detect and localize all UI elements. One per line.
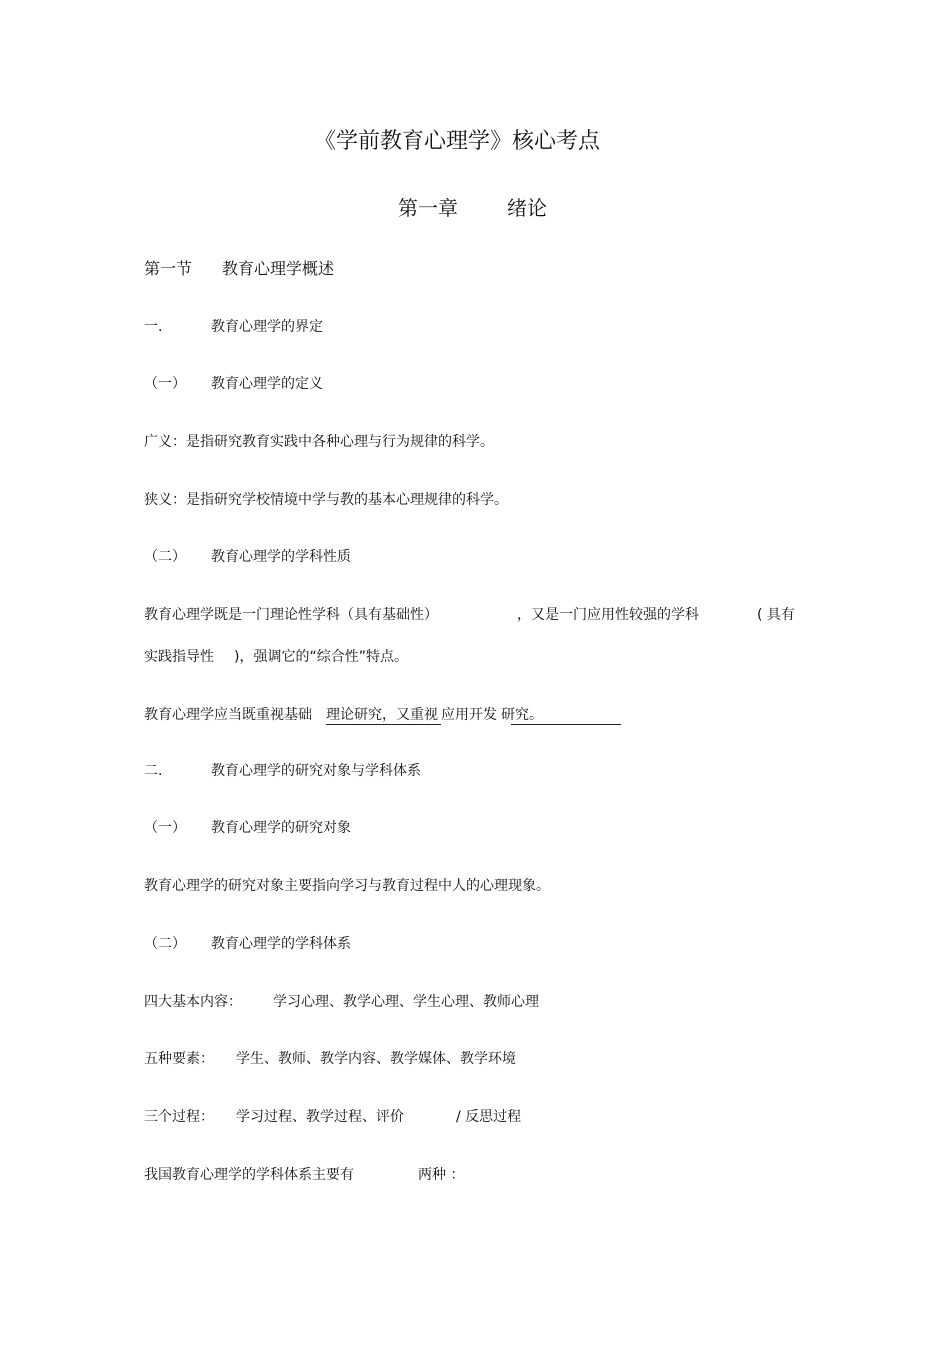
underline-theory [326, 724, 441, 725]
narrow-definition: 狭义：是指研究学校情境中学与教的基本心理规律的科学。 [144, 492, 508, 508]
emphasis-text-d: 研究。 [501, 707, 543, 723]
five-elements-label: 五种要素： [144, 1051, 214, 1067]
heading-1-2-text: 教育心理学的学科性质 [211, 549, 351, 565]
heading-2-2-text: 教育心理学的学科体系 [211, 936, 351, 952]
section-number: 第一节 [144, 259, 193, 278]
emphasis-text-b: 理论研究，又重视 [326, 707, 438, 723]
five-elements-text: 学生、教师、教学内容、教学媒体、教学环境 [236, 1051, 516, 1067]
heading-2-1-text: 教育心理学的研究对象 [211, 820, 351, 836]
three-processes-tail: / 反思过程 [456, 1109, 522, 1125]
nature-text-c: ( 具有 [757, 607, 795, 623]
heading-1-number: 一. [144, 319, 163, 335]
section-name: 教育心理学概述 [222, 259, 335, 278]
nature-text-a: 教育心理学既是一门理论性学科（具有基础性） [144, 607, 438, 623]
broad-definition: 广义：是指研究教育实践中各种心理与行为规律的科学。 [144, 434, 494, 450]
system-tail: 两种 ： [418, 1167, 465, 1183]
heading-1-2-number: （二） [144, 549, 186, 565]
heading-1-1-number: （一） [144, 376, 186, 392]
heading-2-text: 教育心理学的研究对象与学科体系 [211, 763, 421, 779]
document-title: 《学前教育心理学》核心考点 [314, 129, 601, 154]
underline-research [511, 724, 621, 725]
three-processes-label: 三个过程： [144, 1109, 214, 1125]
nature-text-e: )，强调它的“综合性”特点。 [234, 649, 408, 665]
chapter-number: 第一章 [398, 196, 458, 220]
heading-2-number: 二. [144, 763, 163, 779]
heading-2-2-number: （二） [144, 936, 186, 952]
heading-1-text: 教育心理学的界定 [211, 319, 323, 335]
emphasis-text-a: 教育心理学应当既重视基础 [144, 707, 312, 723]
research-object-text: 教育心理学的研究对象主要指向学习与教育过程中人的心理现象。 [144, 878, 550, 894]
four-contents-text: 学习心理、教学心理、学生心理、教师心理 [273, 994, 539, 1010]
emphasis-text-c: 应用开发 [441, 707, 497, 723]
system-text: 我国教育心理学的学科体系主要有 [144, 1167, 354, 1183]
nature-text-b: ，又是一门应用性较强的学科 [517, 607, 699, 623]
heading-2-1-number: （一） [144, 820, 186, 836]
chapter-name: 绪论 [507, 196, 547, 220]
four-contents-label: 四大基本内容： [144, 994, 242, 1010]
three-processes-text: 学习过程、教学过程、评价 [236, 1109, 404, 1125]
heading-1-1-text: 教育心理学的定义 [211, 376, 323, 392]
nature-text-d: 实践指导性 [144, 649, 214, 665]
